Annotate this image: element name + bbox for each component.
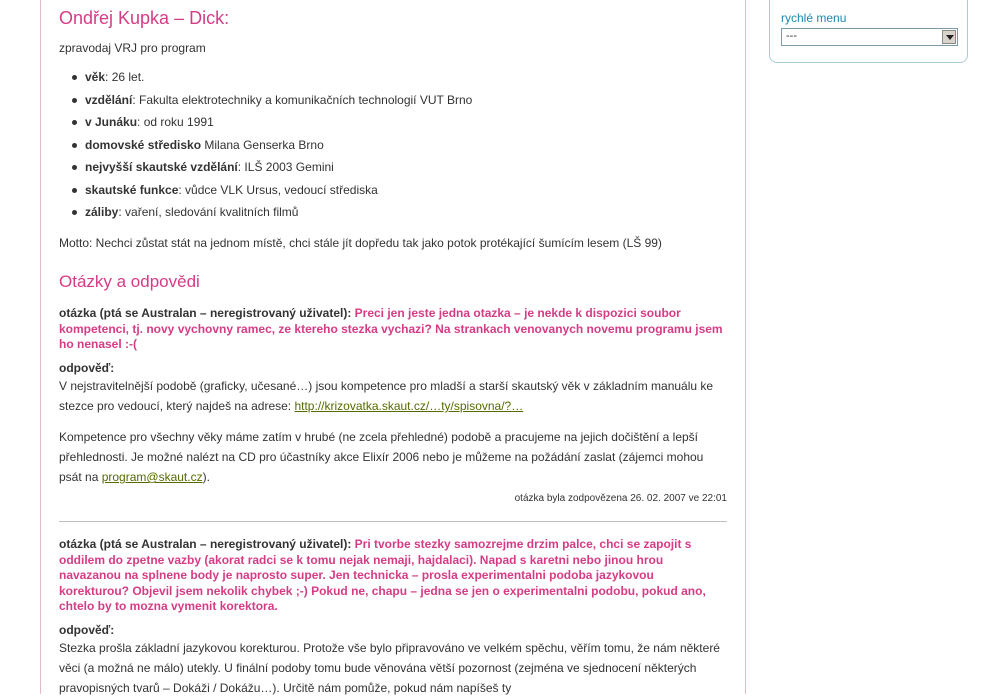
answer-text: Stezka prošla základní jazykovou korekturou. Protože vše bylo připravováno ve velkém spěchu, věřím tomu, že nám některé věci (a možná ne málo) utekly. U finální podoby tomu bude věnována větší pozornost (zejména ve sjednocení některých pravopisných tvarů – Dokáži / Dokážu…). Určitě nám pomůže, pokud nám napíšeš ty xyxy=(59,641,720,695)
question-2 xyxy=(59,537,727,615)
motto: Motto: Nechci zůstat stát na jednom místě, chci stále jít dopředu tak jako potok protékající šumícím lesem (LŠ 99) xyxy=(59,236,662,250)
select-value: --- xyxy=(786,30,797,42)
item-label: záliby xyxy=(85,205,119,219)
item-value: : vůdce VLK Ursus, vedoucí střediska xyxy=(178,182,378,197)
profile-name: Ondřej Kupka – Dick: xyxy=(59,8,230,28)
list-item xyxy=(59,136,472,159)
item-value: : Fakulta elektrotechniky a komunikačních technologií VUT Brno xyxy=(132,92,473,107)
answered-date: otázka byla zodpovězena 26. 02. 2007 ve 22:01 xyxy=(514,493,727,504)
item-value: : od roku 1991 xyxy=(137,115,214,129)
quick-menu-select[interactable] xyxy=(781,28,958,46)
item-value: : ILŠ 2003 Gemini xyxy=(237,160,334,174)
question-1 xyxy=(59,306,727,353)
answer-label: odpověď: xyxy=(59,623,115,637)
item-value: : vaření, sledování kvalitních filmů xyxy=(118,205,299,219)
list-item xyxy=(59,158,472,181)
question-text: Pri tvorbe stezky samozrejme drzim palce, chci se zapojit s oddilem do zpetne vazby (akorat radci se k tomu nejak nemaji, hajdalaci). Napad s karetni nebo jinou hrou navazanou na splnene body je naprosto super. Jen technicka – prosla experimentalni podoba jazykovou korekturou? Objevil jsem nekolik chybek ;-) Pokud ne, chapu – jedna se jen o experimentalni podobu, pokud ano, chtelo by to mozna vymenit korektora. xyxy=(59,537,706,613)
answer-paragraph xyxy=(59,638,727,698)
main-column xyxy=(40,0,746,694)
answer-text: V nejstravitelnější podobě (graficky, učesané…) jsou kompetence pro mladší a starší skautský věk v základním manuálu ke stezce pro vedoucí, který najdeš na adrese: xyxy=(59,379,714,413)
divider xyxy=(59,521,727,522)
answer-label: odpověď: xyxy=(59,361,115,375)
answer-text: Kompetence pro všechny věky máme zatím v hrubé (ne zcela přehledné) podobě a pracujeme na jejich dočištění a lepší přehlednosti. Je možné nalézt na CD pro účastníky akce Elixír 2006 nebo je můžeme na požádání zaslat (zájemci mohou psát na xyxy=(59,430,704,484)
list-item xyxy=(59,113,472,136)
quick-menu-box xyxy=(769,0,968,63)
question-label: otázka (ptá se Australan – neregistrovaný uživatel): xyxy=(59,537,352,551)
answer-paragraph xyxy=(59,376,727,416)
item-label: skautské funkce xyxy=(85,182,179,197)
list-item xyxy=(59,68,472,91)
spisovna-link[interactable]: http://krizovatka.skaut.cz/…ty/spisovna/?… xyxy=(294,399,524,413)
qa-heading: Otázky a odpovědi xyxy=(59,272,200,291)
item-value: : 26 let. xyxy=(105,70,145,84)
item-label: vzdělání xyxy=(85,92,133,107)
answer-paragraph xyxy=(59,427,727,487)
email-link[interactable]: program@skaut.cz xyxy=(101,470,203,484)
item-value: Milana Genserka Brno xyxy=(201,137,324,152)
item-label: věk xyxy=(85,70,106,84)
question-label: otázka (ptá se Australan – neregistrovaný uživatel): xyxy=(59,306,352,320)
chevron-down-icon[interactable] xyxy=(942,30,956,44)
profile-details-list xyxy=(59,68,472,226)
list-item xyxy=(59,91,472,114)
list-item xyxy=(59,203,472,226)
answer-text: ). xyxy=(202,470,210,484)
item-label: domovské středisko xyxy=(85,137,202,152)
quick-menu-title: rychlé menu xyxy=(781,11,847,25)
item-label: v Junáku xyxy=(85,115,138,129)
item-label: nejvyšší skautské vzdělání xyxy=(85,160,238,174)
profile-role: zpravodaj VRJ pro program xyxy=(59,41,206,55)
list-item xyxy=(59,181,472,204)
question-text: Preci jen jeste jedna otazka – je nekde k dispozici soubor kompetenci, tj. novy vychovny ramec, ze ktereho stezka vychazi? Na strankach venovanych novemu programu jsem ho nenasel :-( xyxy=(59,306,723,351)
